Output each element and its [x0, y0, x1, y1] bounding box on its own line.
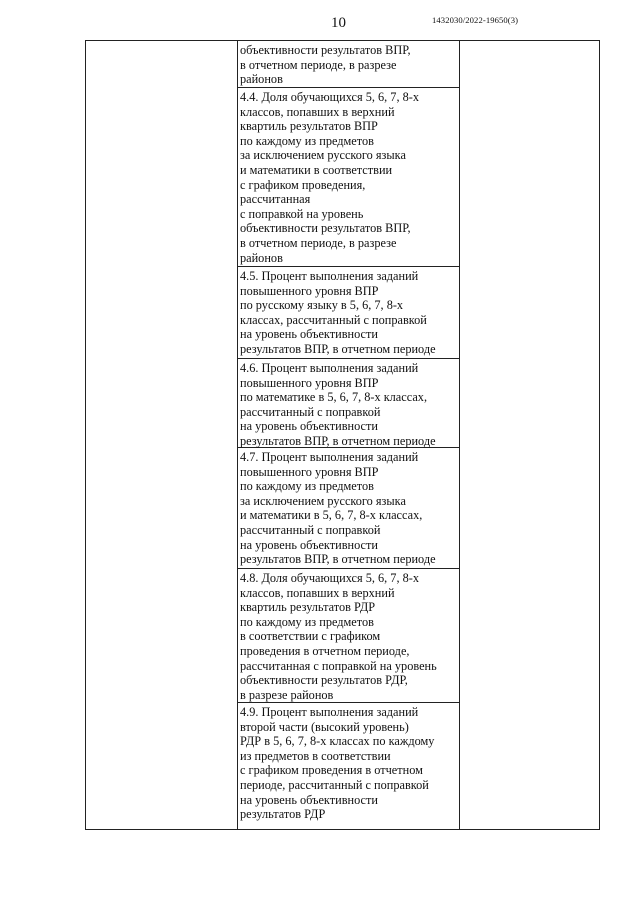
page-number: 10: [331, 15, 346, 31]
table-cell: 4.9. Процент выполнения заданий второй части (высокий уровень) РДР в 5, 6, 7, 8-х классах по каждому из предметов в соответствии с графиком проведения в отчетном периоде, рассчитанный с поправкой на уровень объективности результатов РДР: [240, 705, 435, 822]
table-cell: 4.4. Доля обучающихся 5, 6, 7, 8-х классов, попавших в верхний квартиль результатов ВПР по каждому из предметов за исключением русского языка и математики в соответствии с графиком проведения, рассчитанная с поправкой на уровень объективности результатов ВПР, в отчетном периоде, в разрезе районов: [237, 88, 459, 267]
table-cell: 4.8. Доля обучающихся 5, 6, 7, 8-х классов, попавших в верхний квартиль результатов РДР по каждому из предметов в соответствии с графиком проведения в отчетном периоде, рассчитанная с поправкой на уровень объективности результатов РДР, в разрезе районов: [237, 569, 459, 703]
column-divider: [459, 41, 460, 829]
indicator-column: [237, 41, 459, 829]
table-cell: 4.7. Процент выполнения заданий повышенного уровня ВПР по каждому из предметов за исключением русского языка и математики в 5, 6, 7, 8-х классах, рассчитанный с поправкой на уровень объективности результатов ВПР, в отчетном периоде: [237, 448, 459, 569]
document-id: 1432030/2022-19650(3): [432, 15, 519, 25]
table-cell: объективности результатов ВПР, в отчетном периоде, в разрезе районов: [237, 41, 459, 88]
table-cell: 4.6. Процент выполнения заданий повышенного уровня ВПР по математике в 5, 6, 7, 8-х классах, рассчитанный с поправкой на уровень объективности результатов ВПР, в отчетном периоде: [237, 359, 459, 448]
table-cell: 4.5. Процент выполнения заданий повышенного уровня ВПР по русскому языку в 5, 6, 7, 8-х классах, рассчитанный с поправкой на уровень объективности результатов ВПР, в отчетном периоде: [237, 267, 459, 359]
indicators-table: [85, 40, 600, 830]
